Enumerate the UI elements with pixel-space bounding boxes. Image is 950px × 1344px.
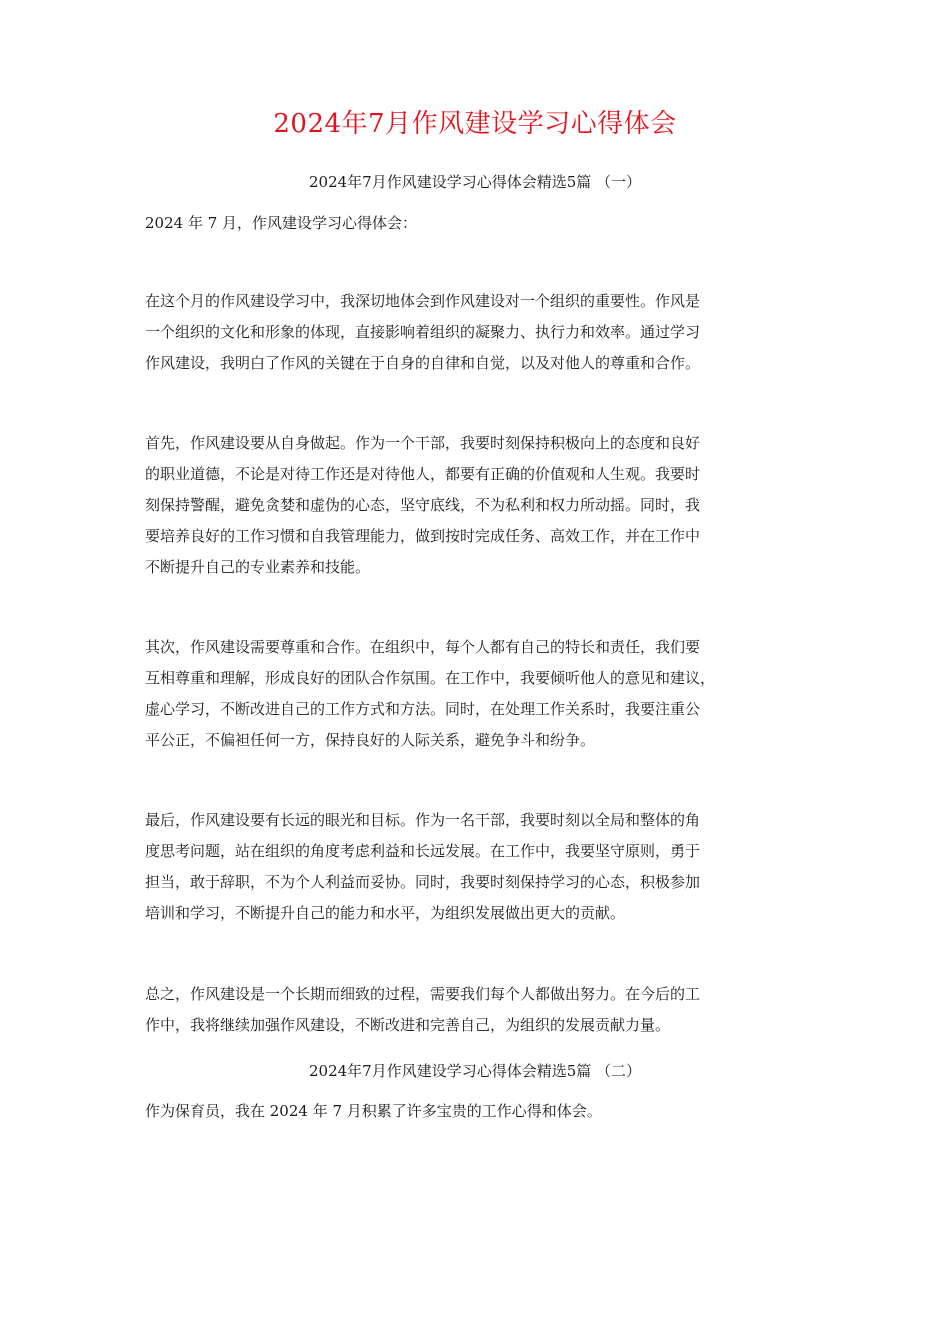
- paragraph-3-line: 其次，作风建设需要尊重和合作。在组织中，每个人都有自己的特长和责任，我们要: [145, 638, 701, 656]
- paragraph-5-line: 作中，我将继续加强作风建设，不断改进和完善自己，为组织的发展贡献力量。: [145, 1016, 671, 1034]
- paragraph-3-line: 虚心学习，不断改进自己的工作方式和方法。同时，在处理工作关系时，我要注重公: [145, 700, 701, 718]
- paragraph-1-line: 一个组织的文化和形象的体现，直接影响着组织的凝聚力、执行力和效率。通过学习: [145, 323, 701, 341]
- paragraph-1-line: 作风建设，我明白了作风的关键在于自身的自律和自觉，以及对他人的尊重和合作。: [145, 354, 701, 372]
- greeting-line: 2024 年 7 月，作风建设学习心得体会：: [145, 214, 418, 232]
- document-title: 2024年7月作风建设学习心得体会: [273, 109, 677, 139]
- paragraph-2-line: 不断提升自己的专业素养和技能。: [145, 558, 371, 576]
- paragraph-2-line: 要培养良好的工作习惯和自我管理能力，做到按时完成任务、高效工作，并在工作中: [145, 527, 701, 545]
- paragraph-3-line: 互相尊重和理解，形成良好的团队合作氛围。在工作中，我要倾听他人的意见和建议，: [145, 669, 716, 687]
- paragraph-4-line: 最后，作风建设要有长远的眼光和目标。作为一名干部，我要时刻以全局和整体的角: [145, 811, 701, 829]
- paragraph-6-line: 作为保育员，我在 2024 年 7 月积累了许多宝贵的工作心得和体会。: [145, 1102, 602, 1120]
- paragraph-3-line: 平公正，不偏袒任何一方，保持良好的人际关系，避免争斗和纷争。: [145, 731, 596, 749]
- paragraph-4-line: 培训和学习，不断提升自己的能力和水平，为组织发展做出更大的贡献。: [145, 904, 626, 922]
- paragraph-2-line: 首先，作风建设要从自身做起。作为一个干部，我要时刻保持积极向上的态度和良好: [145, 434, 701, 452]
- paragraph-2-line: 的职业道德，不论是对待工作还是对待他人，都要有正确的价值观和人生观。我要时: [145, 465, 701, 483]
- paragraph-5-line: 总之，作风建设是一个长期而细致的过程，需要我们每个人都做出努力。在今后的工: [145, 985, 701, 1003]
- section-heading-2: 2024年7月作风建设学习心得体会精选5篇 （二）: [308, 1062, 642, 1080]
- paragraph-2-line: 刻保持警醒，避免贪婪和虚伪的心态，坚守底线，不为私利和权力所动摇。同时，我: [145, 496, 701, 514]
- section-heading-1: 2024年7月作风建设学习心得体会精选5篇 （一）: [308, 173, 642, 191]
- paragraph-1-line: 在这个月的作风建设学习中，我深切地体会到作风建设对一个组织的重要性。作风是: [145, 292, 701, 310]
- paragraph-4-line: 担当，敢于辞职，不为个人利益而妥协。同时，我要时刻保持学习的心态，积极参加: [145, 873, 701, 891]
- paragraph-4-line: 度思考问题，站在组织的角度考虑利益和长远发展。在工作中，我要坚守原则，勇于: [145, 842, 701, 860]
